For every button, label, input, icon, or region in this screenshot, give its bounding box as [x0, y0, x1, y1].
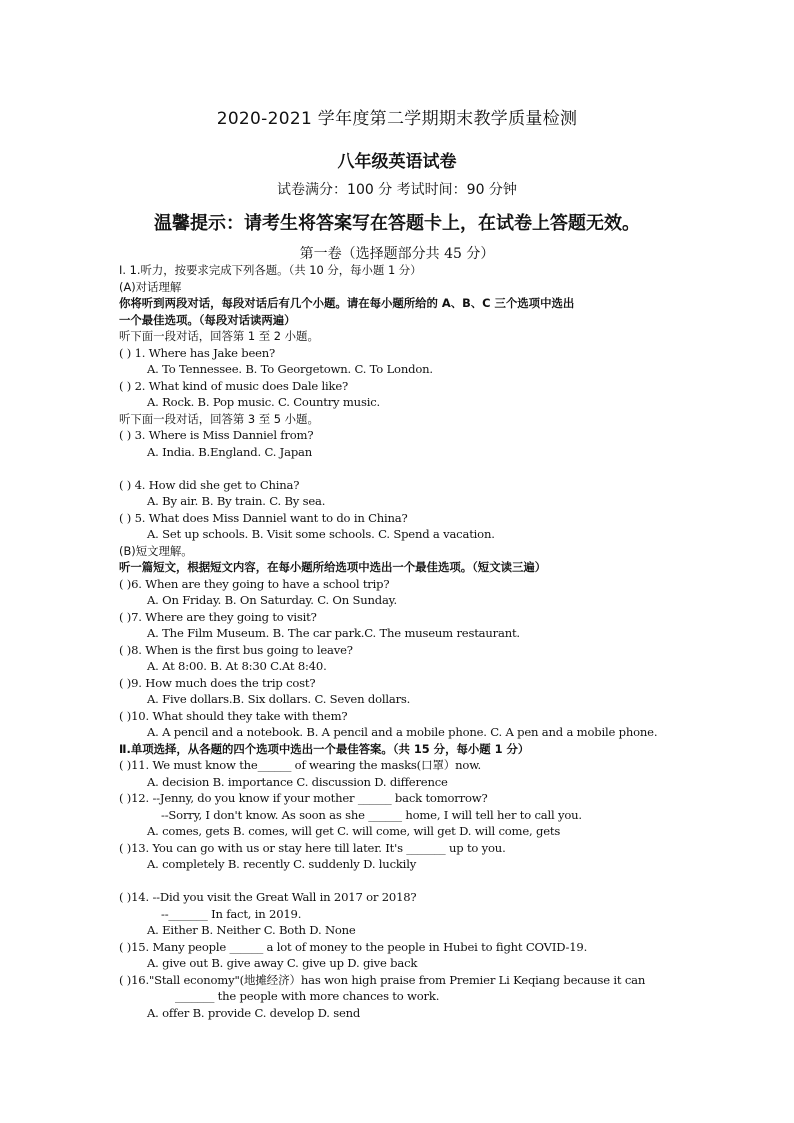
options-5: A. Set up schools. B. Visit some schools. C. Spend a vacation.: [147, 527, 495, 541]
options-9: A. Five dollars.B. Six dollars. C. Seven dollars.: [147, 692, 411, 706]
part-b-heading: (B)短文理解。: [119, 543, 193, 558]
part-a-heading: (A)对话理解: [119, 279, 182, 294]
options-3: A. India. B.England. C. Japan: [147, 444, 313, 459]
part-b-instruction: 听一篇短文，根据短文内容，在每小题所给选项中选出一个最佳选项。（短文读三遍）: [119, 560, 547, 574]
options-8: A. At 8:00. B. At 8:30 C.At 8:40.: [147, 659, 327, 673]
question-16: ( )16."Stall economy"(地摊经济）has won high praise from Premier Li Keqiang because it can: [119, 972, 646, 987]
question-14-cont: --_______ In fact, in 2019.: [161, 906, 302, 921]
dialogue-1-heading: 听下面一段对话，回答第 1 至 2 小题。: [119, 329, 319, 343]
exam-subtitle: 八年级英语试卷: [337, 152, 457, 172]
question-body: [119, 262, 709, 1021]
exam-meta: 试卷满分：100 分 考试时间：90 分钟: [277, 182, 517, 198]
exam-title: 2020-2021 学年度第二学期期末教学质量检测: [216, 109, 578, 129]
options-6: A. On Friday. B. On Saturday. C. On Sunday.: [147, 593, 397, 607]
options-13: A. completely B. recently C. suddenly D. luckily: [147, 857, 417, 871]
question-6: ( )6. When are they going to have a school trip?: [119, 576, 390, 591]
options-2: A. Rock. B. Pop music. C. Country music.: [147, 395, 380, 409]
spacer: [119, 873, 709, 890]
question-3: ( ) 3. Where is Miss Danniel from?: [119, 428, 314, 442]
question-12-cont: --Sorry, I don't know. As soon as she ______ home, I will tell her to call you.: [161, 807, 582, 822]
question-2: ( ) 2. What kind of music does Dale like?: [119, 378, 349, 393]
question-10: ( )10. What should they take with them?: [119, 708, 348, 723]
part-a-instruction-cont: 一个最佳选项。（每段对话读两遍）: [119, 312, 296, 327]
options-16: A. offer B. provide C. develop D. send: [147, 1005, 361, 1020]
options-4: A. By air. B. By train. C. By sea.: [147, 494, 326, 508]
part-one-heading: 第一卷（选择题部分共 45 分）: [299, 246, 495, 262]
options-12: A. comes, gets B. comes, will get C. will come, will get D. will come, gets: [147, 824, 561, 838]
question-16-cont: _______ the people with more chances to work.: [175, 989, 440, 1003]
options-15: A. give out B. give away C. give up D. give back: [147, 956, 418, 970]
options-1: A. To Tennessee. B. To Georgetown. C. To London.: [147, 362, 433, 376]
section-2-heading: Ⅱ.单项选择，从各题的四个选项中选出一个最佳答案。（共 15 分，每小题 1 分）: [119, 741, 530, 756]
question-1: ( ) 1. Where has Jake been?: [119, 345, 276, 360]
spacer: [119, 460, 709, 477]
part-a-instruction: 你将听到两段对话，每段对话后有几个小题。请在每小题所给的 A、B、C 三个选项中选出: [119, 296, 575, 310]
options-7: A. The Film Museum. B. The car park.C. The museum restaurant.: [147, 626, 520, 640]
question-15: ( )15. Many people ______ a lot of money to the people in Hubei to fight COVID-19.: [119, 939, 588, 954]
options-11: A. decision B. importance C. discussion D. difference: [147, 774, 448, 789]
warm-tip: 温馨提示：请考生将答案写在答题卡上，在试卷上答题无效。: [154, 213, 640, 234]
question-4: ( ) 4. How did she get to China?: [119, 477, 300, 492]
question-9: ( )9. How much does the trip cost?: [119, 675, 316, 690]
dialogue-2-heading: 听下面一段对话，回答第 3 至 5 小题。: [119, 411, 319, 426]
question-14: ( )14. --Did you visit the Great Wall in 2017 or 2018?: [119, 890, 417, 904]
question-13: ( )13. You can go with us or stay here till later. It's _______ up to you.: [119, 840, 506, 855]
options-14: A. Either B. Neither C. Both D. None: [147, 923, 356, 937]
options-10: A. A pencil and a notebook. B. A pencil and a mobile phone. C. A pen and a mobile phone.: [147, 725, 658, 739]
question-12: ( )12. --Jenny, do you know if your mother ______ back tomorrow?: [119, 791, 488, 805]
question-7: ( )7. Where are they going to visit?: [119, 609, 317, 624]
question-11: ( )11. We must know the______ of wearing the masks(口罩）now.: [119, 758, 482, 772]
section-1-heading: I. 1.听力，按要求完成下列各题。（共 10 分，每小题 1 分）: [119, 263, 422, 277]
question-8: ( )8. When is the first bus going to leave?: [119, 642, 353, 657]
question-5: ( ) 5. What does Miss Danniel want to do in China?: [119, 510, 408, 525]
